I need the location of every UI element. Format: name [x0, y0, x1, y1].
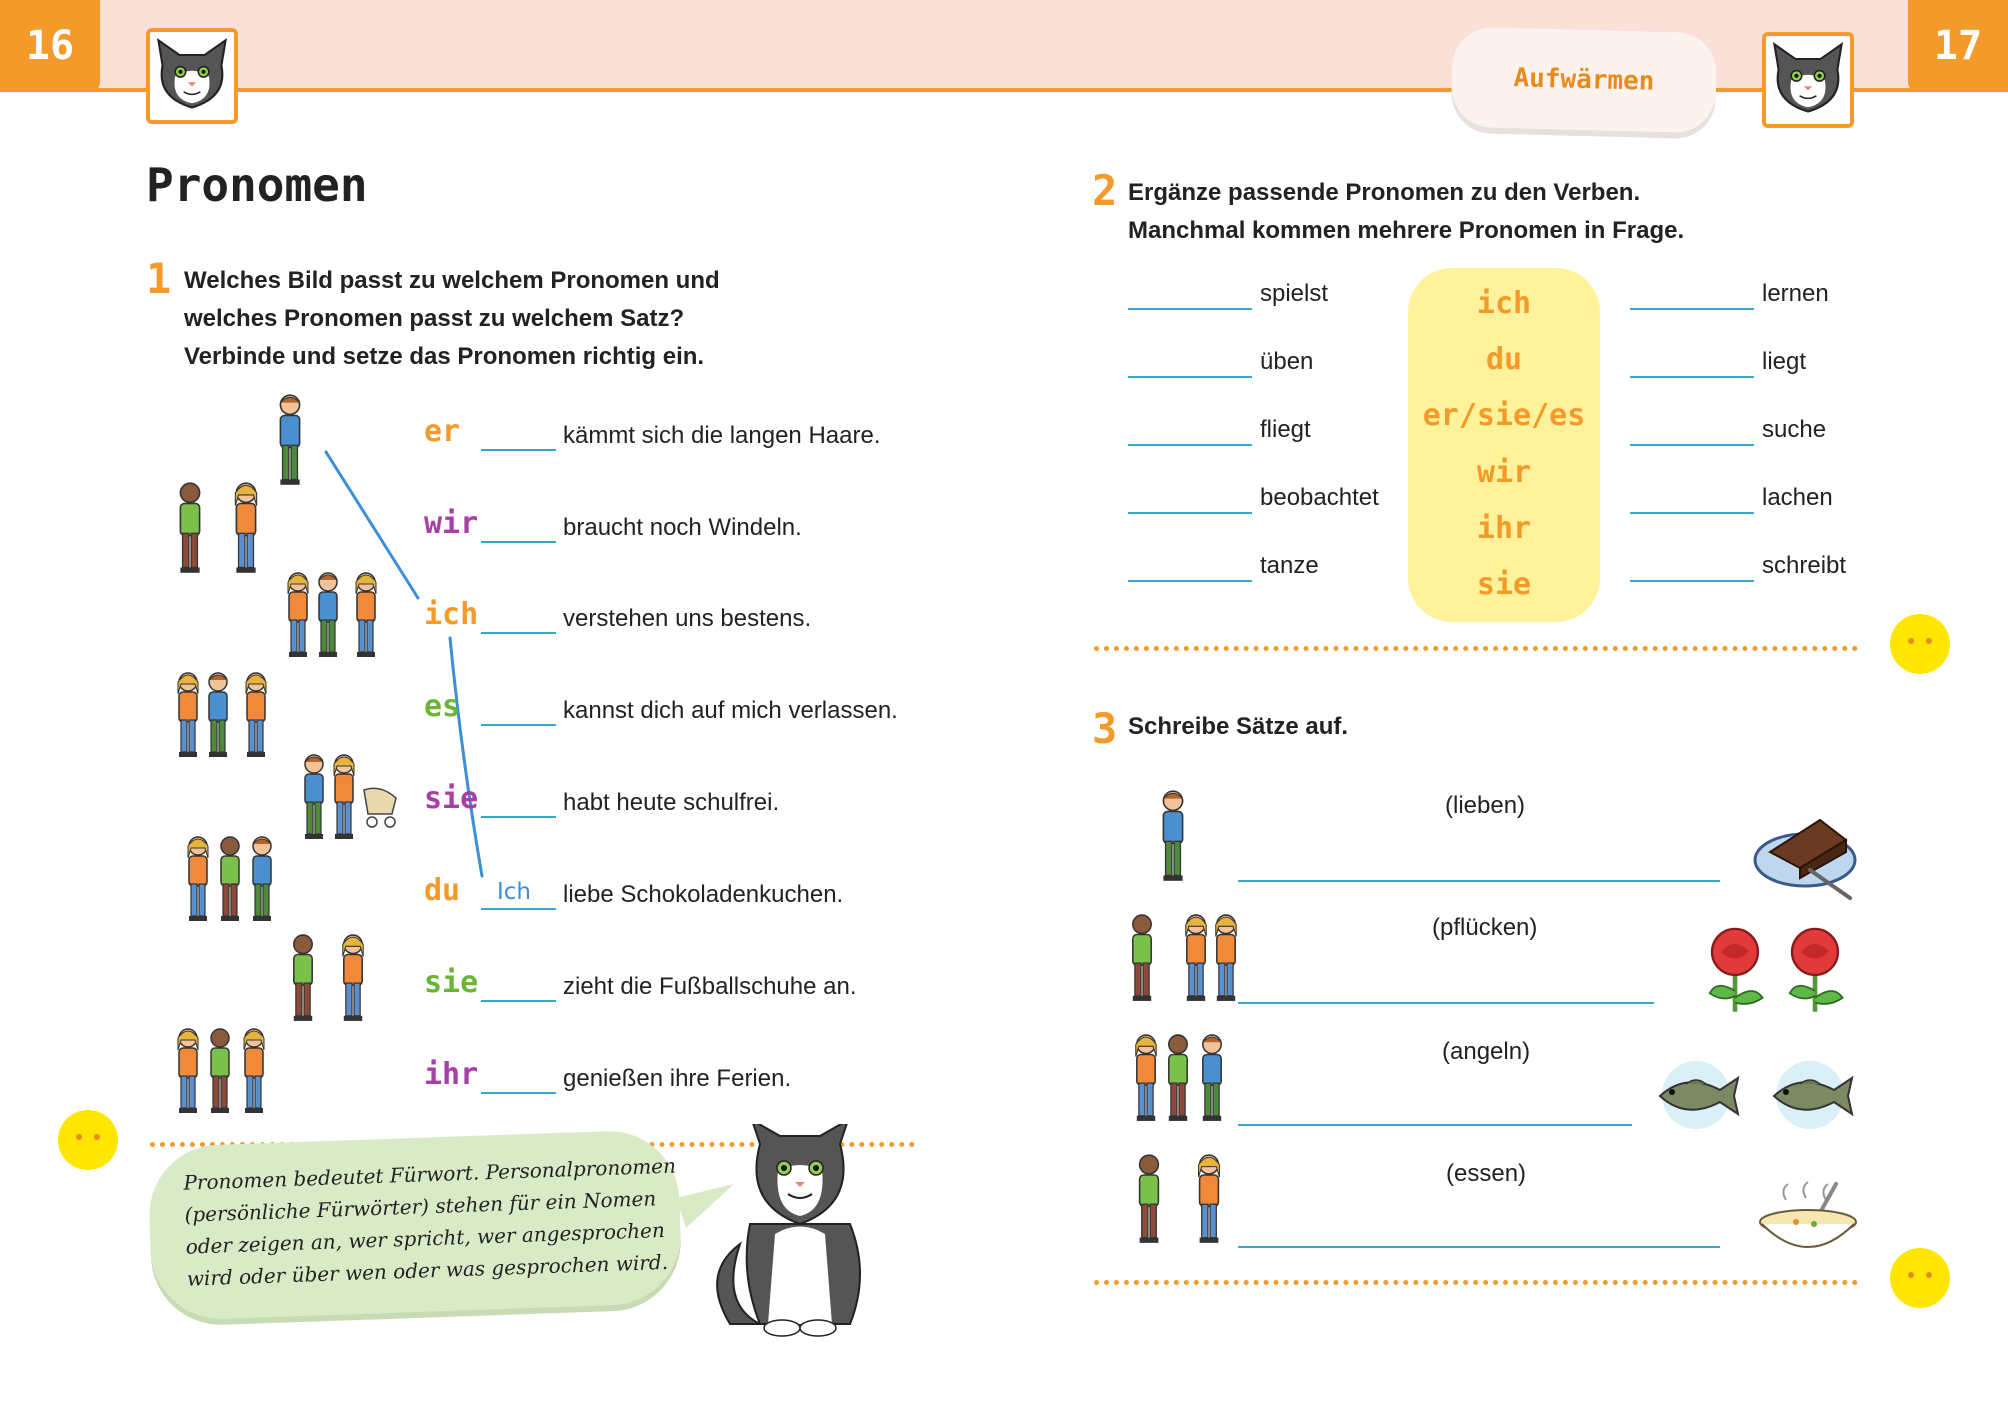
- hint-line: Pronomen bedeutet Fürwort. Personalpronomen: [183, 1153, 677, 1195]
- sentence-text: kämmt sich die langen Haare.: [563, 422, 881, 449]
- group-children-icon: [172, 1026, 204, 1116]
- task-3-instruction: Schreibe Sätze auf.: [1128, 713, 1349, 740]
- answer-blank[interactable]: [1128, 580, 1252, 582]
- pronoun-option[interactable]: ich: [424, 597, 479, 632]
- group-children-icon: [246, 834, 278, 924]
- group-children-icon: [214, 834, 246, 924]
- fish-icon: [1646, 1060, 1746, 1130]
- child-icon: [1130, 1032, 1162, 1124]
- answer-blank[interactable]: [481, 541, 556, 543]
- answer-blank[interactable]: [1630, 308, 1754, 310]
- answer-blank[interactable]: [481, 1000, 556, 1002]
- cat-face-icon: [150, 32, 234, 120]
- page-number-right: 17: [1908, 0, 2008, 92]
- two-children-icon: [228, 480, 264, 576]
- verb-text: fliegt: [1260, 416, 1311, 443]
- flower-icon: [1700, 922, 1770, 1014]
- pronoun-option[interactable]: ihr: [424, 1057, 479, 1092]
- group-children-icon: [172, 670, 204, 760]
- page-title: Pronomen: [146, 158, 368, 212]
- sentence-text: zieht die Fußballschuhe an.: [563, 973, 857, 1000]
- box-word: er/sie/es: [1422, 398, 1586, 433]
- children-with-pram-icon: [328, 752, 360, 842]
- task-1-number: 1: [146, 254, 172, 303]
- smiley-icon: [58, 1110, 118, 1170]
- child-icon: [1132, 1152, 1166, 1246]
- box-word: sie: [1476, 567, 1532, 602]
- page-number-left: 16: [0, 0, 100, 92]
- sentence-text: verstehen uns bestens.: [563, 605, 812, 632]
- answer-blank[interactable]: [1128, 308, 1252, 310]
- verb-text: beobachtet: [1260, 484, 1379, 511]
- box-word: du: [1485, 342, 1523, 377]
- answer-blank[interactable]: [481, 816, 556, 818]
- sentence-text: liebe Schokoladenkuchen.: [563, 881, 844, 908]
- task-1-instruction: [184, 262, 804, 376]
- child-icon: [1192, 1152, 1226, 1246]
- instruction-line: Manchmal kommen mehrere Pronomen in Frage.: [1128, 217, 1685, 244]
- pronoun-option[interactable]: sie: [424, 781, 479, 816]
- instruction-line: Ergänze passende Pronomen zu den Verben.: [1128, 179, 1641, 206]
- two-children-icon: [286, 932, 320, 1024]
- pronoun-option[interactable]: sie: [424, 965, 479, 1000]
- sentence-text: kannst dich auf mich verlassen.: [563, 697, 898, 724]
- instruction-line: Welches Bild passt zu welchem Pronomen und: [184, 267, 720, 294]
- answer-blank[interactable]: [481, 724, 556, 726]
- answer-blank[interactable]: [1630, 512, 1754, 514]
- verb-text: lernen: [1762, 280, 1829, 307]
- verb-text: üben: [1260, 348, 1314, 375]
- pronoun-option[interactable]: wir: [424, 506, 479, 541]
- chocolate-cake-icon: [1750, 800, 1860, 900]
- person-single-boy-icon: [272, 392, 308, 488]
- child-icon: [1180, 912, 1212, 1004]
- verb-hint: (angeln): [1442, 1038, 1531, 1065]
- sentence-text: genießen ihre Ferien.: [563, 1065, 792, 1092]
- answer-blank[interactable]: [481, 908, 556, 910]
- child-icon: [1196, 1032, 1228, 1124]
- verb-text: suche: [1762, 416, 1827, 443]
- hint-text: [183, 1149, 687, 1294]
- verb-text: spielst: [1260, 280, 1329, 307]
- group-children-icon: [238, 1026, 270, 1116]
- sentence-text: braucht noch Windeln.: [563, 514, 802, 541]
- write-line[interactable]: [1238, 1002, 1654, 1004]
- verb-text: tanze: [1260, 552, 1319, 579]
- hint-line: (persönliche Fürwörter) stehen für ein Nomen: [184, 1186, 657, 1227]
- pram-icon: [360, 784, 400, 830]
- group-children-icon: [202, 670, 234, 760]
- pronoun-option[interactable]: du: [424, 873, 461, 908]
- task-2-instruction: [1128, 174, 1848, 250]
- child-icon: [1162, 1032, 1194, 1124]
- soup-bowl-icon: [1756, 1180, 1862, 1260]
- group-children-icon: [182, 834, 214, 924]
- dotted-divider: [1094, 1280, 1858, 1285]
- child-icon: [1210, 912, 1242, 1004]
- filled-answer: Ich: [497, 879, 532, 905]
- cat-face-icon: [1766, 36, 1850, 124]
- cat-portrait-left: [146, 28, 238, 124]
- child-icon: [1126, 912, 1158, 1004]
- group-children-icon: [350, 570, 382, 660]
- answer-blank[interactable]: [481, 449, 556, 451]
- verb-hint: (lieben): [1445, 792, 1526, 819]
- answer-blank[interactable]: [1128, 512, 1252, 514]
- task-3-number: 3: [1092, 704, 1118, 753]
- box-word: wir: [1476, 455, 1532, 490]
- answer-blank[interactable]: [1630, 444, 1754, 446]
- pronoun-option[interactable]: es: [424, 689, 461, 724]
- box-word: ihr: [1476, 511, 1532, 546]
- answer-blank[interactable]: [1128, 444, 1252, 446]
- dotted-divider: [1094, 646, 1858, 651]
- boy-icon: [1156, 788, 1190, 884]
- answer-blank[interactable]: [1630, 580, 1754, 582]
- instruction-line: Verbinde und setze das Pronomen richtig ein.: [184, 343, 705, 370]
- answer-blank[interactable]: [1128, 376, 1252, 378]
- answer-blank[interactable]: [481, 1092, 556, 1094]
- flower-icon: [1780, 922, 1850, 1014]
- group-children-icon: [282, 570, 314, 660]
- section-label: Aufwärmen: [1451, 27, 1718, 134]
- verb-hint: (essen): [1446, 1160, 1527, 1187]
- verb-text: lachen: [1762, 484, 1833, 511]
- answer-blank[interactable]: [1630, 376, 1754, 378]
- sitting-cat-icon: [700, 1124, 900, 1344]
- group-children-icon: [312, 570, 344, 660]
- group-children-icon: [240, 670, 272, 760]
- write-line[interactable]: [1238, 880, 1720, 882]
- two-children-icon: [172, 480, 208, 576]
- fish-icon: [1760, 1060, 1860, 1130]
- verb-text: liegt: [1762, 348, 1807, 375]
- box-word: ich: [1476, 286, 1532, 321]
- instruction-line: welches Pronomen passt zu welchem Satz?: [184, 305, 685, 332]
- children-with-pram-icon: [298, 752, 330, 842]
- pronoun-option[interactable]: er: [424, 414, 461, 449]
- write-line[interactable]: [1238, 1246, 1720, 1248]
- task-2-number: 2: [1092, 166, 1118, 215]
- two-children-icon: [336, 932, 370, 1024]
- hint-line: oder zeigen an, wer spricht, wer angesprochen: [185, 1217, 666, 1259]
- cat-portrait-right: [1762, 32, 1854, 128]
- hint-line: wird oder über wen oder was gesprochen wird.: [186, 1249, 669, 1291]
- sentence-text: habt heute schulfrei.: [563, 789, 780, 816]
- smiley-icon: [1890, 1248, 1950, 1308]
- group-children-icon: [204, 1026, 236, 1116]
- verb-text: schreibt: [1762, 552, 1847, 579]
- write-line[interactable]: [1238, 1124, 1632, 1126]
- answer-blank[interactable]: [481, 632, 556, 634]
- smiley-icon: [1890, 614, 1950, 674]
- verb-hint: (pflücken): [1432, 914, 1538, 941]
